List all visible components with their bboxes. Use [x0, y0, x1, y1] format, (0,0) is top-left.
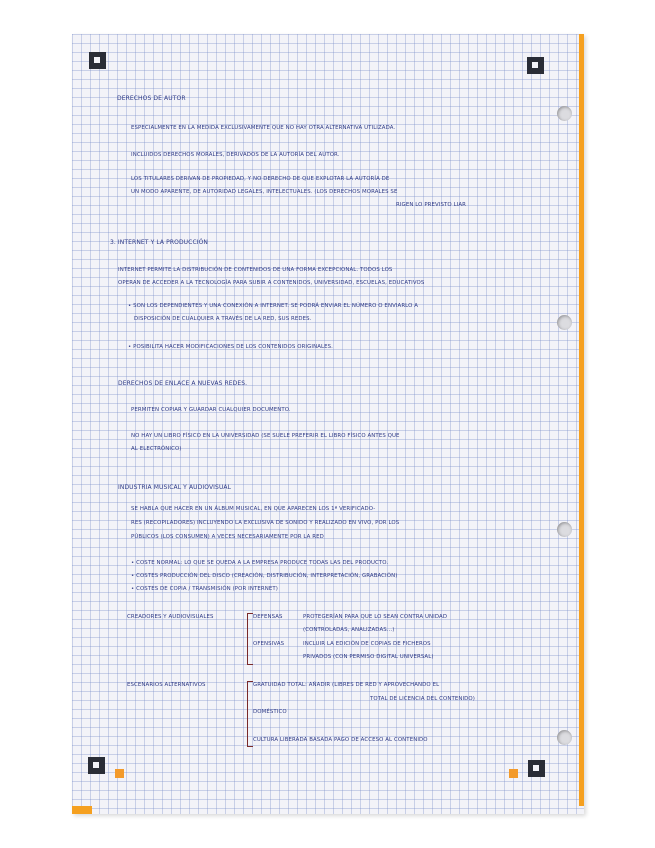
note-line: AL ELECTRÓNICO) — [131, 446, 182, 452]
note-line: OPERAN DE ACCEDER A LA TECNOLOGÍA PARA SUBIR A CONTENIDOS, UNIVERSIDAD, ESCUELAS, EDUCATIVOS — [118, 280, 425, 286]
row-label: CREADORES Y AUDIOVISUALES — [127, 614, 214, 620]
note-line: RIGEN LO PREVISTO LIAR — [396, 202, 467, 208]
heading-industria: INDUSTRIA MUSICAL Y AUDIOVISUAL — [118, 484, 232, 491]
corner-marker-icon — [528, 760, 545, 777]
heading-internet: 3. INTERNET Y LA PRODUCCIÓN — [110, 239, 209, 246]
binder-hole — [557, 522, 572, 537]
note-line: PRIVADOS (CON PERMISO DIGITAL UNIVERSAL) — [303, 654, 434, 660]
note-line: INCLUIDOS DERECHOS MORALES, DERIVADOS DE LA AUTORÍA DEL AUTOR. — [131, 152, 340, 158]
note-line: NO HAY UN LIBRO FÍSICO EN LA UNIVERSIDAD (SE SUELE PREFERIR EL LIBRO FÍSICO ANTES QUE — [131, 433, 400, 439]
note-line: CULTURA LIBERADA BASADA PAGO DE ACCESO AL CONTENIDO — [253, 737, 428, 743]
note-line: INCLUIR LA EDICIÓN DE COPIAS DE FICHEROS — [303, 641, 431, 647]
bullet-item: DISPOSICIÓN DE CUALQUIER A TRAVÉS DE LA RED, SUS REDES. — [134, 316, 312, 322]
row-label: ESCENARIOS ALTERNATIVOS — [127, 682, 206, 688]
corner-marker-icon — [89, 52, 106, 69]
note-line: RES (RECOPILADORES) INCLUYENDO LA EXCLUSIVA DE SONIDO Y REALIZADO EN VIVO, POR LOS — [131, 520, 400, 526]
note-line: INTERNET PERMITE LA DISTRIBUCIÓN DE CONTENIDOS DE UNA FORMA EXCEPCIONAL. TODOS LOS — [118, 267, 393, 273]
bullet-item: • COSTE NORMAL: LO QUE SE QUEDA A LA EMPRESA PRODUCE TODAS LAS DEL PRODUCTO. — [131, 560, 389, 566]
note-line: PÚBLICOS (LOS CONSUMEN) A VECES NECESARIAMENTE POR LA RED — [131, 534, 324, 540]
note-line: PERMITEN COPIAR Y GUARDAR CUALQUIER DOCUMENTO. — [131, 407, 291, 413]
notebook-page — [72, 34, 584, 814]
note-line: ESPECIALMENTE EN LA MEDIDA EXCLUSIVAMENTE QUE NO HAY OTRA ALTERNATIVA UTILIZADA. — [131, 125, 396, 131]
note-line: UN MODO APARENTE, DE AUTORIDAD LEGALES, INTELECTUALES. (LOS DERECHOS MORALES SE — [131, 189, 398, 195]
note-line: TOTAL DE LICENCIA DEL CONTENIDO) — [370, 696, 475, 702]
orange-marker-square — [509, 769, 518, 778]
bullet-item: • COSTES DE COPIA / TRANSMISIÓN (POR INTERNET) — [131, 586, 278, 592]
binder-hole — [557, 730, 572, 745]
note-line: PROTEGERÍAN PARA QUE LO SEAN CONTRA UNIDAD — [303, 614, 448, 620]
heading-derechos-autor: DERECHOS DE AUTOR — [117, 95, 186, 102]
note-line: LOS TITULARES DERIVAN DE PROPIEDAD, Y NO DERECHO DE QUE EXPLOTAR LA AUTORÍA DE — [131, 176, 390, 182]
heading-derechos-enlace: DERECHOS DE ENLACE A NUEVAS REDES. — [118, 380, 248, 387]
orange-page-edge — [579, 34, 584, 806]
bullet-item: • COSTES PRODUCCIÓN DEL DISCO (CREACIÓN, DISTRIBUCIÓN, INTERPRETACIÓN, GRABACIÓN) — [131, 573, 398, 579]
note-line: GRATUIDAD TOTAL: AÑADIR (LIBRES DE RED Y APROVECHANDO EL — [253, 682, 440, 688]
row-sublabel: OFENSIVAS — [253, 641, 285, 647]
corner-marker-icon — [88, 757, 105, 774]
orange-page-corner — [72, 806, 92, 814]
corner-marker-icon — [527, 57, 544, 74]
orange-marker-square — [115, 769, 124, 778]
note-line: (CONTROLADAS, ANALIZADAS...) — [303, 627, 395, 633]
binder-hole — [557, 106, 572, 121]
note-line: SE HABLA QUE HACER EN UN ÁLBUM MUSICAL, EN QUE APARECEN LOS 1ª VERIFICADO- — [131, 506, 376, 512]
bracket — [247, 613, 253, 665]
bullet-item: • POSIBILITA HACER MODIFICACIONES DE LOS CONTENIDOS ORIGINALES. — [128, 344, 333, 350]
bullet-item: • SON LOS DEPENDIENTES Y UNA CONEXIÓN A INTERNET. SE PODRÁ ENVIAR EL NÚMERO O ENVIARLO A — [128, 303, 419, 309]
binder-hole — [557, 315, 572, 330]
note-line: DOMÉSTICO — [253, 709, 287, 715]
row-sublabel: DEFENSAS — [253, 614, 283, 620]
